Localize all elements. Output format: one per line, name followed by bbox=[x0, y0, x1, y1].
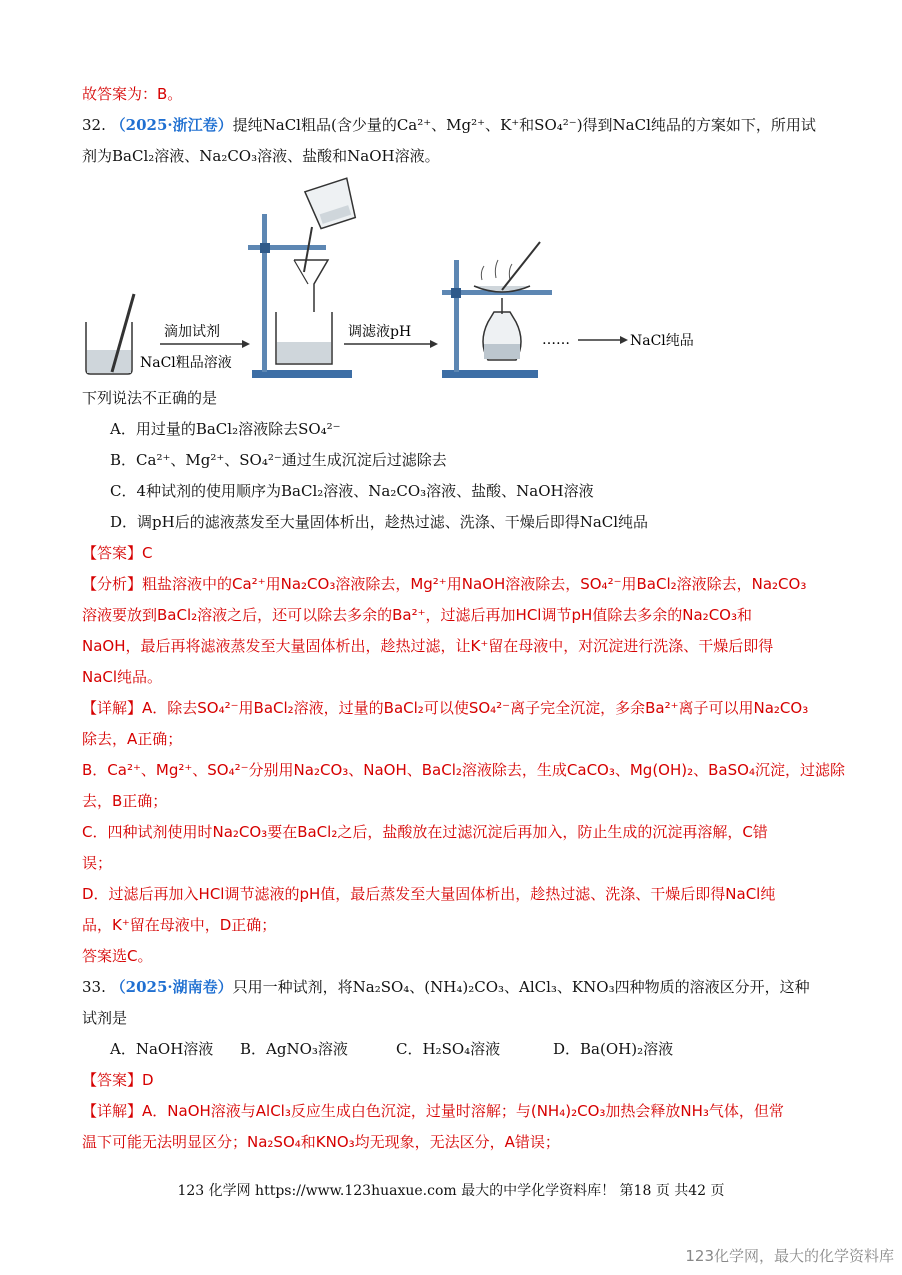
watermark: 123化学网，最大的化学资料库 bbox=[685, 1247, 894, 1265]
q32-analysis-line: NaCl纯品。 bbox=[82, 668, 163, 686]
q33-option-b: B．AgNO₃溶液 bbox=[240, 1040, 348, 1058]
q32-question: 下列说法不正确的是 bbox=[82, 389, 218, 407]
q33-detail-line: 温下可能无法明显区分；Na₂SO₄和KNO₃均无现象，无法区分，A错误； bbox=[82, 1133, 560, 1151]
q33-stem-line2: 试剂是 bbox=[82, 1009, 128, 1027]
q33-option-d: D．Ba(OH)₂溶液 bbox=[553, 1040, 674, 1058]
q32-analysis-line: NaOH，最后再将滤液蒸发至大量固体析出，趁热过滤，让K⁺留在母液中，对沉淀进行洗涤、干燥后即得 bbox=[82, 637, 774, 655]
q32-analysis-line bbox=[82, 574, 806, 594]
beaker-icon bbox=[86, 294, 134, 374]
filtration-stand-icon bbox=[248, 178, 359, 378]
q32-stem-line1 bbox=[82, 115, 816, 135]
detail-tag: 【详解】 bbox=[82, 699, 143, 717]
q32-detail-line bbox=[82, 698, 808, 718]
analysis-text: 粗盐溶液中的Ca²⁺用Na₂CO₃溶液除去，Mg²⁺用NaOH溶液除去，SO₄²⁻用BaCl₂溶液除去，Na₂CO₃ bbox=[142, 575, 807, 593]
q32-answer bbox=[82, 543, 153, 563]
detail-text: A．NaOH溶液与AlCl₃反应生成白色沉淀，过量时溶解；与(NH₄)₂CO₃加热会释放NH₃气体，但常 bbox=[142, 1102, 784, 1120]
q33-source: （2025·湖南卷） bbox=[110, 978, 233, 996]
q33-option-c: C．H₂SO₄溶液 bbox=[396, 1040, 501, 1058]
detail-text: A．除去SO₄²⁻用BaCl₂溶液，过量的BaCl₂可以使SO₄²⁻离子完全沉淀，多余Ba²⁺离子可以用Na₂CO₃ bbox=[142, 699, 809, 717]
product-label: NaCl纯品 bbox=[630, 333, 694, 349]
q32-detail-line: 答案选C。 bbox=[82, 947, 153, 965]
q32-detail-line: 品，K⁺留在母液中，D正确； bbox=[82, 916, 277, 934]
q32-detail-line: B．Ca²⁺、Mg²⁺、SO₄²⁻分别用Na₂CO₃、NaOH、BaCl₂溶液除去，生成CaCO₃、Mg(OH)₂、BaSO₄沉淀，过滤除 bbox=[82, 761, 845, 779]
answer-tag: 【答案】 bbox=[82, 1071, 143, 1089]
q32-detail-line: C．四种试剂使用时Na₂CO₃要在BaCl₂之后，盐酸放在过滤沉淀后再加入，防止生成的沉淀再溶解，C错 bbox=[82, 823, 768, 841]
step1-label: 滴加试剂 bbox=[164, 324, 220, 340]
analysis-tag: 【分析】 bbox=[82, 575, 143, 593]
apparatus-figure bbox=[82, 172, 722, 382]
q32-stem-text: 提纯NaCl粗品(含少量的Ca²⁺、Mg²⁺、K⁺和SO₄²⁻)得到NaCl纯品的方案如下，所用试 bbox=[232, 116, 816, 134]
q32-option-a: A．用过量的BaCl₂溶液除去SO₄²⁻ bbox=[110, 420, 341, 438]
page-footer: 123 化学网 https://www.123huaxue.com 最大的中学化学资料库！ 第18 页 共42 页 bbox=[177, 1183, 725, 1199]
answer-tag: 【答案】 bbox=[82, 544, 143, 562]
previous-answer: 故答案为：B。 bbox=[82, 85, 183, 103]
q32-detail-line: D．过滤后再加入HCl调节滤液的pH值，最后蒸发至大量固体析出，趁热过滤、洗涤、干燥后即得NaCl纯 bbox=[82, 885, 776, 903]
answer-value: D bbox=[142, 1071, 154, 1089]
q32-detail-line: 除去，A正确； bbox=[82, 730, 183, 748]
q32-stem-line2: 剂为BaCl₂溶液、Na₂CO₃溶液、盐酸和NaOH溶液。 bbox=[82, 147, 440, 165]
q33-stem-line1 bbox=[82, 977, 810, 997]
q32-detail-line: 去，B正确； bbox=[82, 792, 168, 810]
answer-value: C bbox=[142, 544, 153, 562]
q32-option-c: C．4种试剂的使用顺序为BaCl₂溶液、Na₂CO₃溶液、盐酸、NaOH溶液 bbox=[110, 482, 594, 500]
q33-number: 33. bbox=[82, 978, 106, 996]
q32-option-b: B．Ca²⁺、Mg²⁺、SO₄²⁻通过生成沉淀后过滤除去 bbox=[110, 451, 447, 469]
ellipsis: …… bbox=[542, 332, 570, 348]
q32-option-d: D．调pH后的滤液蒸发至大量固体析出，趁热过滤、洗涤、干燥后即得NaCl纯品 bbox=[110, 513, 649, 531]
q32-detail-line: 误； bbox=[82, 854, 113, 872]
detail-tag: 【详解】 bbox=[82, 1102, 143, 1120]
step2-label: 调滤液pH bbox=[348, 324, 412, 340]
evaporation-stand-icon bbox=[442, 242, 552, 378]
q32-analysis-line: 溶液要放到BaCl₂溶液之后，还可以除去多余的Ba²⁺，过滤后再加HCl调节pH值除去多余的Na₂CO₃和 bbox=[82, 606, 752, 624]
beaker-label: NaCl粗品溶液 bbox=[140, 355, 232, 371]
q33-option-a: A．NaOH溶液 bbox=[110, 1040, 214, 1058]
q33-detail-line bbox=[82, 1101, 784, 1121]
q33-stem-text: 只用一种试剂，将Na₂SO₄、(NH₄)₂CO₃、AlCl₃、KNO₃四种物质的溶液区分开，这种 bbox=[232, 978, 810, 996]
q32-source: （2025·浙江卷） bbox=[110, 116, 233, 134]
q32-number: 32. bbox=[82, 116, 106, 134]
q33-answer bbox=[82, 1070, 154, 1090]
